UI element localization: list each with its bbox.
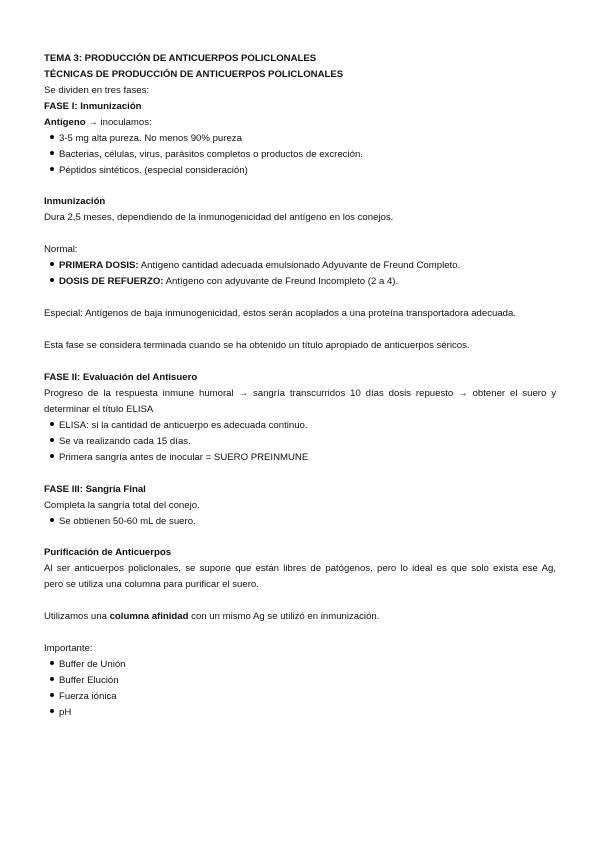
list-item: Se va realizando cada 15 días. — [50, 436, 191, 448]
fase1-heading: FASE I: Inmunización — [44, 101, 142, 112]
bullet-icon — [50, 709, 54, 713]
bullet-icon — [50, 167, 54, 171]
bullet-icon — [50, 151, 54, 155]
fase-terminada-text: Esta fase se considera terminada cuando se ha obtenido un título apropiado de anticuerpos séricos. — [44, 340, 470, 351]
section-title: TÉCNICAS DE PRODUCCIÓN DE ANTICUERPOS POLICLONALES — [44, 69, 344, 80]
purificacion-heading: Purificación de Anticuerpos — [44, 547, 172, 558]
bullet-icon — [50, 677, 54, 681]
fase2-heading: FASE II: Evaluación del Antisuero — [44, 372, 198, 383]
list-item: Fuerza iónica — [50, 691, 117, 703]
bullet-icon — [50, 661, 54, 665]
list-item: Péptidos sintéticos. (especial consideración) — [50, 165, 248, 177]
list-item: ELISA: si la cantidad de anticuerpo es adecuada continuo. — [50, 420, 308, 432]
fase2-paragraph-line1: Progreso de la respuesta inmune humoral → sangría transcurridos 10 días dosis repuesto → obtener el suero y — [44, 388, 556, 399]
importante-label: Importante: — [44, 643, 93, 654]
inmunizacion-text: Dura 2,5 meses, dependiendo de la inmunogenicidad del antígeno en los conejos. — [44, 212, 394, 223]
bullet-icon — [50, 422, 54, 426]
fase3-heading: FASE III: Sangría Final — [44, 484, 146, 495]
list-item: PRIMERA DOSIS: Antígeno cantidad adecuada emulsionado Adyuvante de Freund Completo. — [50, 260, 460, 272]
bullet-icon — [50, 693, 54, 697]
list-item: Buffer de Unión — [50, 659, 126, 671]
page-title: TEMA 3: PRODUCCIÓN DE ANTICUERPOS POLICLONALES — [44, 53, 317, 64]
list-item: 3-5 mg alta pureza. No menos 90% pureza — [50, 133, 242, 145]
bullet-icon — [50, 278, 54, 282]
list-item: Primera sangría antes de inocular = SUERO PREINMUNE — [50, 452, 308, 464]
especial-text: Especial: Antígenos de baja inmunogenicidad, éstos serán acoplados a una proteína transportadora adecuada. — [44, 308, 517, 319]
list-item: Buffer Elución — [50, 675, 119, 687]
antigeno-line — [44, 117, 152, 129]
bullet-icon — [50, 135, 54, 139]
normal-label: Normal: — [44, 244, 78, 255]
afinidad-text: Utilizamos una columna afinidad con un mismo Ag se utilizó en inmunización. — [44, 611, 380, 622]
bullet-icon — [50, 454, 54, 458]
bullet-icon — [50, 438, 54, 442]
purificacion-line2: pero se utiliza una columna para purificar el suero. — [44, 579, 259, 590]
list-item: Se obtienen 50-60 mL de suero. — [50, 516, 196, 528]
bullet-icon — [50, 262, 54, 266]
fase3-text: Completa la sangría total del conejo. — [44, 500, 200, 511]
list-item: DOSIS DE REFUERZO: Antígeno con adyuvante de Freund Incompleto (2 a 4). — [50, 276, 398, 288]
antigeno-rest: → inoculamos: — [88, 117, 152, 128]
list-item: pH — [50, 707, 71, 719]
intro-text: Se dividen en tres fases: — [44, 85, 150, 96]
inmunizacion-heading: Inmunización — [44, 196, 106, 207]
fase2-paragraph-line2: determinar el título ELISA — [44, 404, 154, 415]
purificacion-line1: Al ser anticuerpos policlonales, se supone que están libres de patógenos, pero lo ideal es que solo exista ese Ag, — [44, 563, 556, 574]
antigeno-label: Antígeno — [44, 117, 86, 128]
bullet-icon — [50, 518, 54, 522]
list-item: Bacterias, células, virus, parásitos completos o productos de excreción. — [50, 149, 363, 161]
